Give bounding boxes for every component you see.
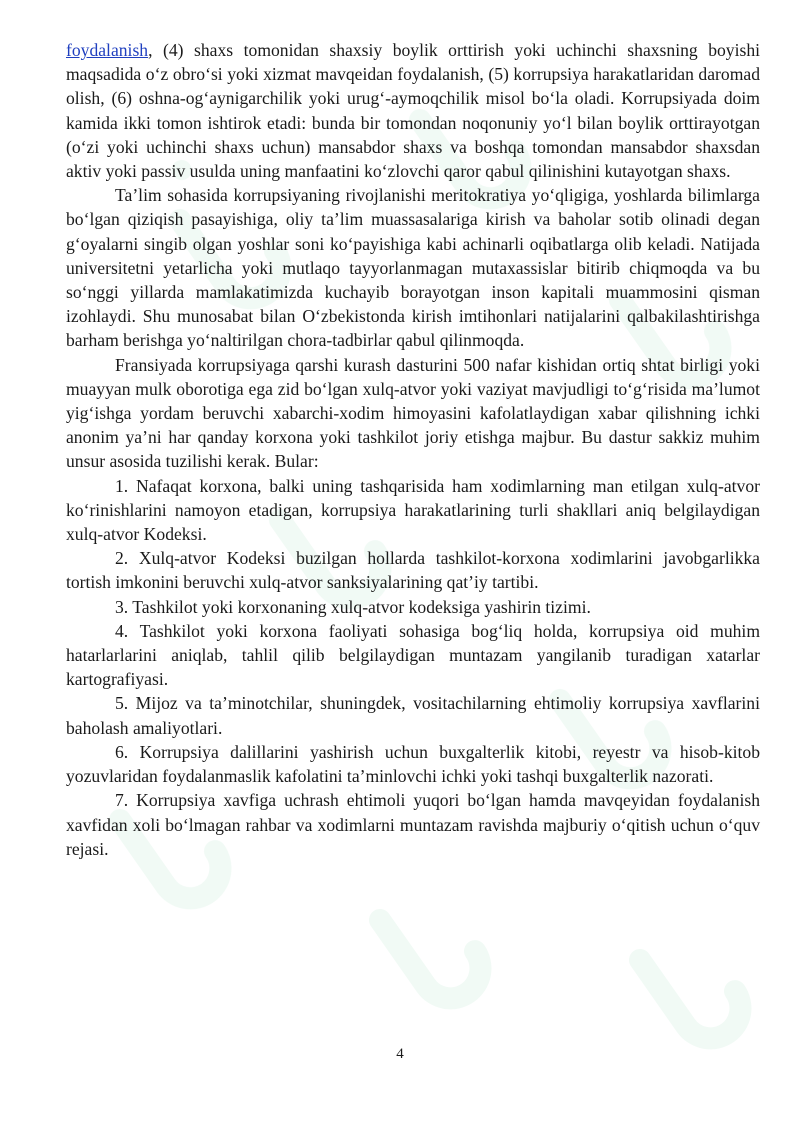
page-number: 4 xyxy=(396,1046,404,1062)
list-item-4: 4. Tashkilot yoki korxona faoliyati sohasiga bog‘liq holda, korrupsiya oid muhim hatarlarlarini aniqlab, tahlil qilib belgilaydigan muntazam yangilanib turadigan xatarlar kartografiyasi. xyxy=(66,620,760,690)
paragraph-france: Fransiyada korrupsiyaga qarshi kurash dasturini 500 nafar kishidan ortiq shtat birligi yoki muayyan mulk oborotiga ega zid bo‘lgan xulq-atvor yoki vaziyat mavjudligi to‘g‘risida ma’lumot yig‘ishga yordam beruvchi xabarchi-xodim himoyasini kafolatlaydigan xabar qilishning ichki anonim ya’ni har qanday korxona yoki tashkilot joriy etishga majbur. Bu dastur sakkiz muhim unsur asosida tuzilishi kerak. Bular: xyxy=(66,354,760,472)
foydalanish-link[interactable]: foydalanish xyxy=(66,40,149,60)
paragraph-continuation-text: , (4) shaxs tomonidan shaxsiy boylik orttirish yoki uchinchi shaxsning boyishi maqsadida o‘z obro‘si yoki xizmat mavqeidan foydalanish, (5) korrupsiya harakatlaridan daromad olish, (6) oshna-og‘aynigarchilik yoki urug‘-aymoqchilik misol bo‘la oladi. Korrupsiyada doim kamida ikki tomon ishtirok etadi: bunda bir tomondan noqonuniy yo‘l bilan boylik orttirayotgan (o‘zi yoki uchinchi shaxs uchun) mansabdor shaxs va boshqa tomondan mansabdor shaxsdan aktiv yoki passiv usulda uning manfaatini ko‘zlovchi qaror qabul qilinishini kutayotgan shaxs. xyxy=(66,40,760,182)
paragraph-continuation xyxy=(66,38,760,183)
list-item-5: 5. Mijoz va ta’minotchilar, shuningdek, vositachilarning ehtimoliy korrupsiya xavflarini baholash amaliyotlari. xyxy=(66,693,760,738)
list-item-6: 6. Korrupsiya dalillarini yashirish uchun buxgalterlik kitobi, reyestr va hisob-kitob yozuvlaridan foydalanmaslik kafolatini ta’minlovchi ichki yoki tashqi buxgalterlik nazorati. xyxy=(66,741,760,787)
paragraph-education: Ta’lim sohasida korrupsiyaning rivojlanishi meritokratiya yo‘qligiga, yoshlarda bilimlarga bo‘lgan qiziqish pasayishiga, oliy ta’lim muassasalariga kirish va baholar sotib olinadi degan g‘oyalarni singib olgan yoshlar soni ko‘payishiga kabi achinarli oqibatlarga olib keladi. Natijada universitetni yetarlicha yoki mutlaqo tayyorlanmagan mutaxassislar bitirib chiqmoqda va bu so‘nggi yillarda mamlakatimizda kuchayib borayotgan inson kapitali muammosini qisman izohlaydi. Shu munosabat bilan O‘zbekistonda kirish imtihonlari natijalarini qalbakilashtirishga barham berishga yo‘naltirilgan chora-tadbirlar qabul qilinmoqda. xyxy=(66,185,760,351)
document-page xyxy=(66,38,760,861)
list-item-1: 1. Nafaqat korxona, balki uning tashqarisida ham xodimlarning man etilgan xulq-atvor ko‘rinishlarini namoyon etadigan, korrupsiya harakatlarining turli shakllari aniq belgilaydigan xulq-atvor Kodeksi. xyxy=(66,475,760,545)
list-item-7: 7. Korrupsiya xavfiga uchrash ehtimoli yuqori bo‘lgan hamda mavqeyidan foydalanish xavfidan xoli bo‘lmagan rahbar va xodimlarni muntazam ravishda majburiy o‘qitish uchun o‘quv rejasi. xyxy=(66,790,760,859)
list-item-2: 2. Xulq-atvor Kodeksi buzilgan hollarda tashkilot-korxona xodimlarini javobgarlikka tortish imkonini beruvchi xulq-atvor sanksiyalarining qat’iy tartibi. xyxy=(66,548,760,593)
list-item-3: 3. Tashkilot yoki korxonaning xulq-atvor kodeksiga yashirin tizimi. xyxy=(115,596,591,617)
